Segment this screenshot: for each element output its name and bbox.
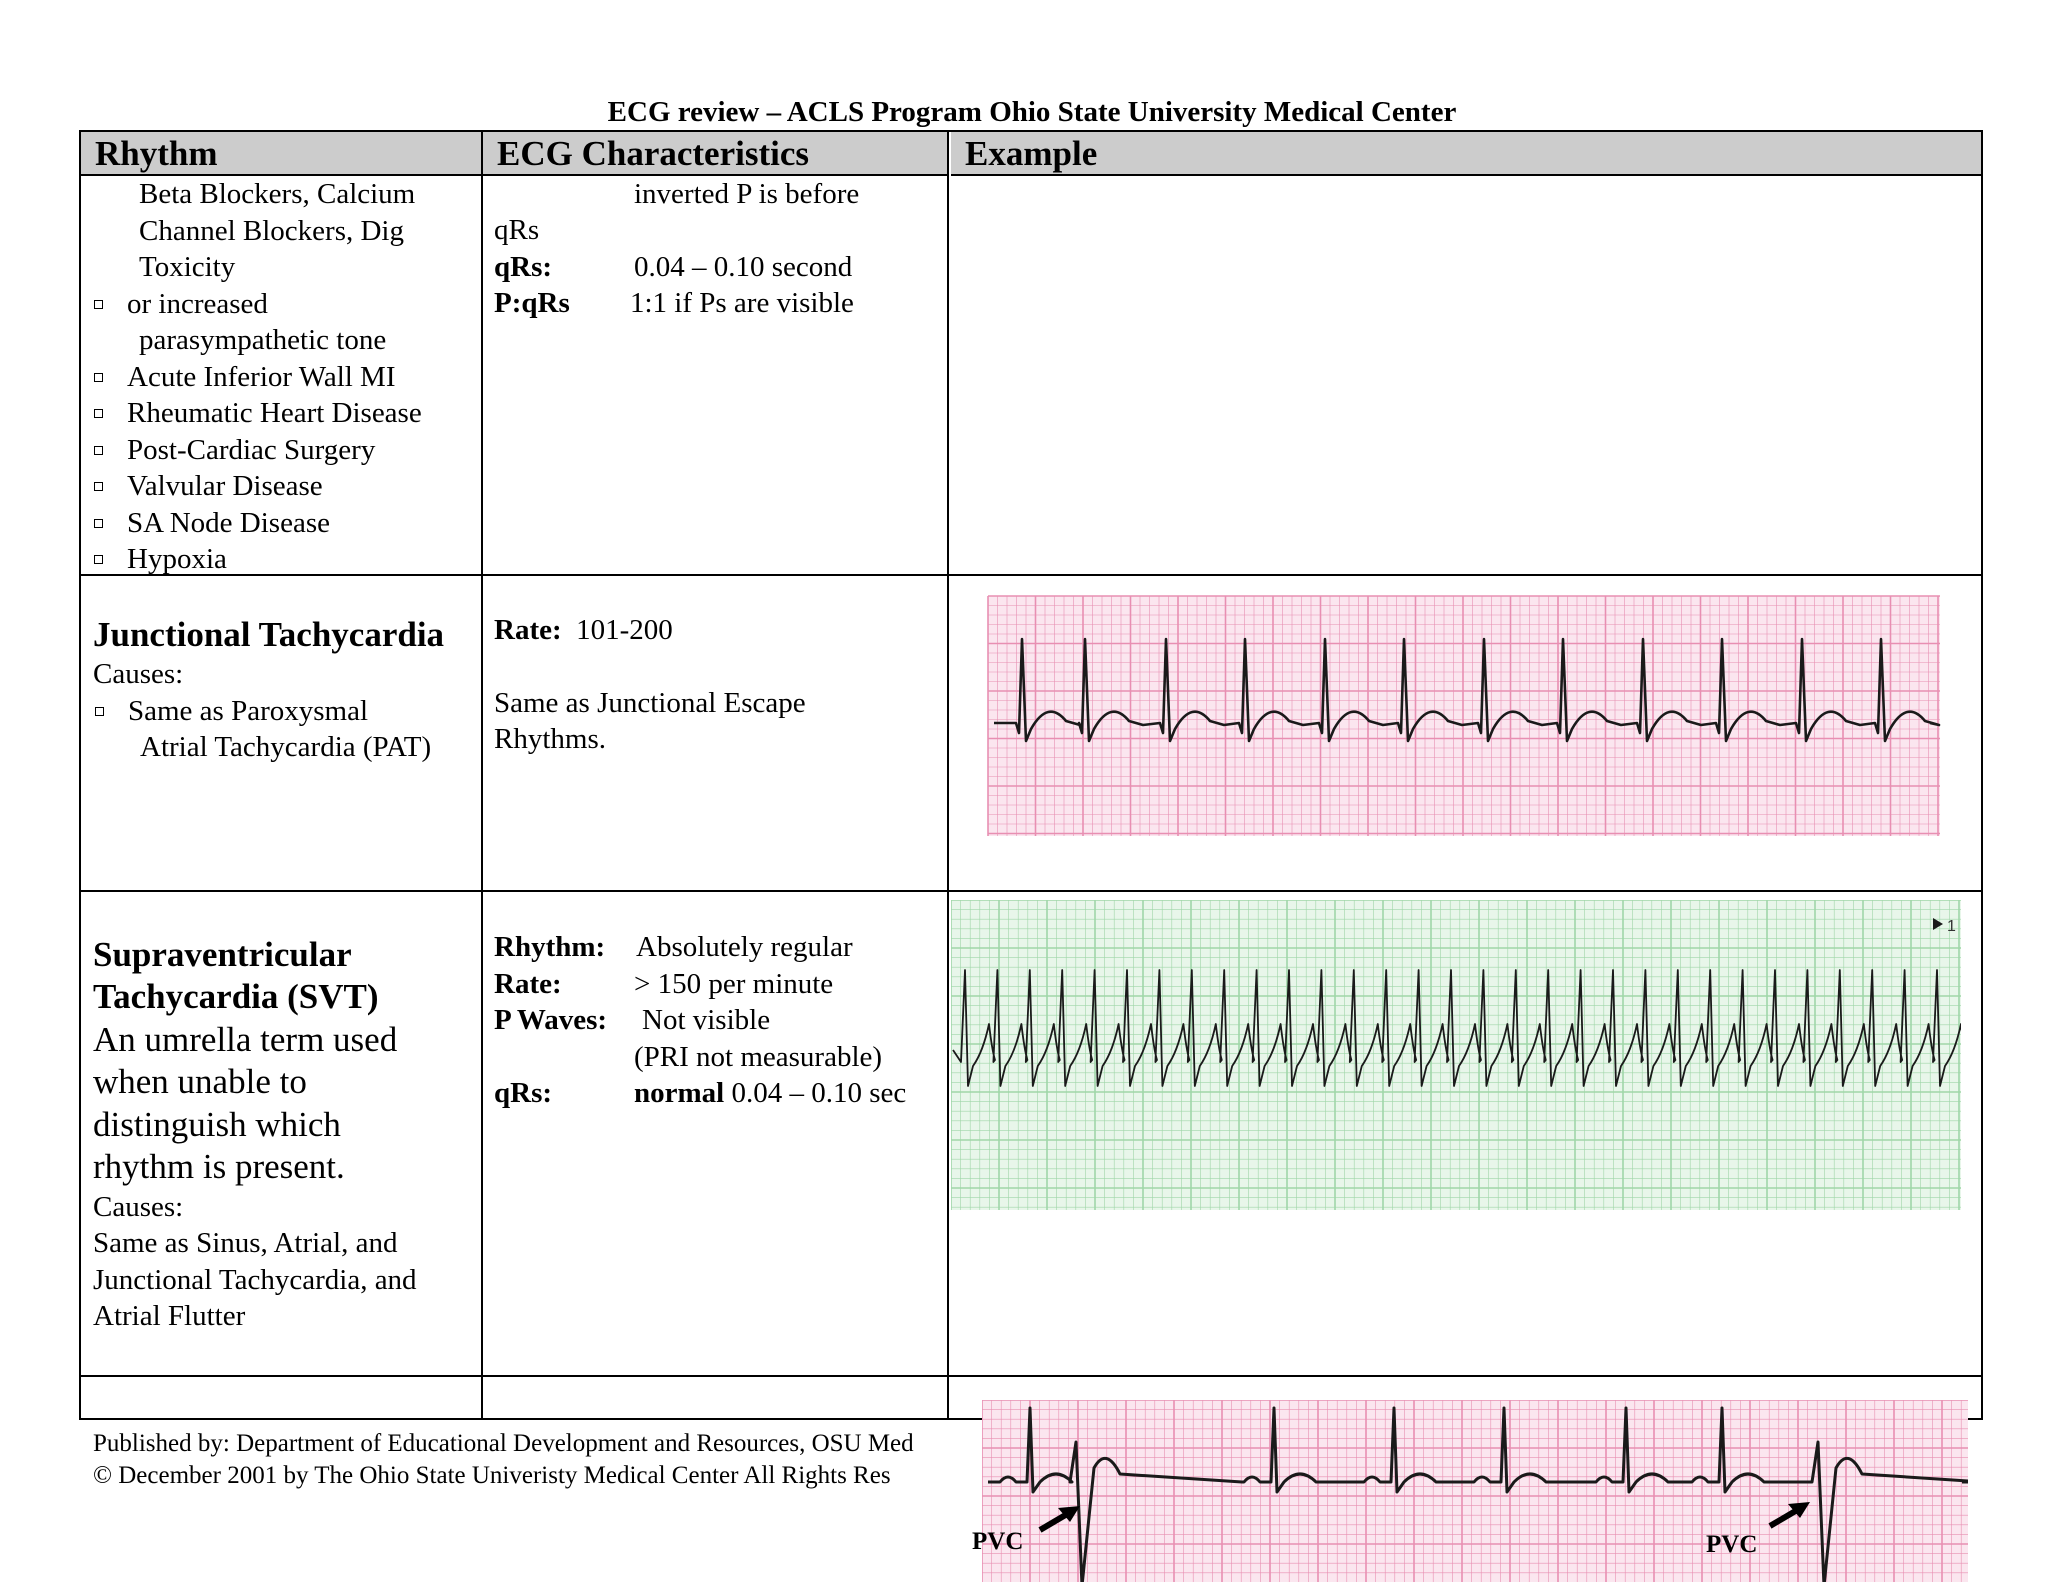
row1-qrs-line: qRs (494, 214, 540, 246)
cause-item-continued: Atrial Tachycardia (PAT) (140, 731, 432, 763)
svt-title-continued: Tachycardia (SVT) (93, 977, 379, 1016)
header-rhythm: Rhythm (81, 132, 481, 176)
svt-cause: Same as Sinus, Atrial, and (93, 1227, 398, 1259)
svt-ecg-strip (951, 900, 1961, 1210)
svt-description: when unable to (93, 1062, 307, 1101)
pvc-ecg-strip (982, 1400, 1968, 1582)
cause-item-continued: parasympathetic tone (139, 324, 387, 356)
footer (93, 1428, 914, 1492)
pvc-label: PVC (972, 1528, 1024, 1555)
checkbox-bullet-icon (94, 300, 103, 309)
cause-item: Post-Cardiac Surgery (92, 432, 422, 469)
checkbox-bullet-icon (94, 555, 103, 564)
svt-p-waves: P Waves: Not visible (494, 1004, 771, 1036)
checkbox-bullet-icon (94, 446, 103, 455)
cause-item-continued: Beta Blockers, Calcium (139, 178, 416, 210)
cause-item: or increased (92, 286, 422, 323)
footer-copyright: © December 2001 by The Ohio State Univeristy Medical Center All Rights Res (93, 1462, 891, 1489)
row1-causes-list (92, 176, 422, 578)
header-ecg-characteristics: ECG Characteristics (483, 132, 949, 176)
svt-rhythm: Rhythm: Absolutely regular (494, 931, 853, 963)
header-example: Example (951, 132, 1981, 176)
svt-cause: Junctional Tachycardia, and (93, 1264, 417, 1296)
cause-item: Rheumatic Heart Disease (92, 395, 422, 432)
svt-qrs: qRs: normal 0.04 – 0.10 sec (494, 1077, 907, 1109)
checkbox-bullet-icon (94, 519, 103, 528)
cause-item: Valvular Disease (92, 468, 422, 505)
svt-pri-note: (PRI not measurable) (634, 1041, 883, 1073)
row1-qrs-duration: qRs: 0.04 – 0.10 second (494, 251, 853, 283)
svt-description: distinguish which (93, 1105, 341, 1144)
checkbox-bullet-icon (94, 409, 103, 418)
svt-title: Supraventricular (93, 935, 352, 974)
junctional-rate: Rate: 101-200 (494, 614, 673, 646)
column-divider (947, 132, 949, 1418)
row1-p-qrs-ratio: P:qRs 1:1 if Ps are visible (494, 287, 854, 319)
cause-item-continued: Channel Blockers, Dig (139, 214, 404, 247)
cause-item: Acute Inferior Wall MI (92, 359, 422, 396)
checkbox-bullet-icon (94, 482, 103, 491)
column-divider (481, 132, 483, 1418)
row-divider (81, 1375, 1981, 1377)
junctional-note-continued: Rhythms. (494, 723, 606, 755)
svt-rate: Rate: > 150 per minute (494, 968, 834, 1000)
footer-publisher: Published by: Department of Educational Development and Resources, OSU Med (93, 1430, 914, 1457)
strip-marker-number: 1 (1947, 918, 1956, 935)
cause-item: Same as Paroxysmal (93, 693, 2048, 730)
page-title: ECG review – ACLS Program Ohio State University Medical Center (607, 96, 1457, 128)
checkbox-bullet-icon (94, 373, 103, 382)
causes-label: Causes: (93, 1191, 184, 1223)
causes-label: Causes: (93, 658, 184, 690)
svt-cause: Atrial Flutter (93, 1300, 246, 1332)
pvc-label: PVC (1706, 1531, 1758, 1558)
checkbox-bullet-icon (95, 707, 104, 716)
junctional-tachycardia-ecg-strip (972, 580, 1976, 842)
row-divider (81, 890, 1981, 892)
row1-inverted-p: inverted P is before (634, 178, 860, 210)
junctional-note: Same as Junctional Escape (494, 687, 806, 719)
svt-description: rhythm is present. (93, 1147, 345, 1186)
junctional-tachycardia-title: Junctional Tachycardia (93, 615, 445, 654)
cause-item-continued: Toxicity (139, 251, 236, 283)
cause-item: Hypoxia (92, 541, 422, 578)
cause-item: SA Node Disease (92, 505, 422, 542)
svt-description: An umrella term used (93, 1020, 398, 1059)
